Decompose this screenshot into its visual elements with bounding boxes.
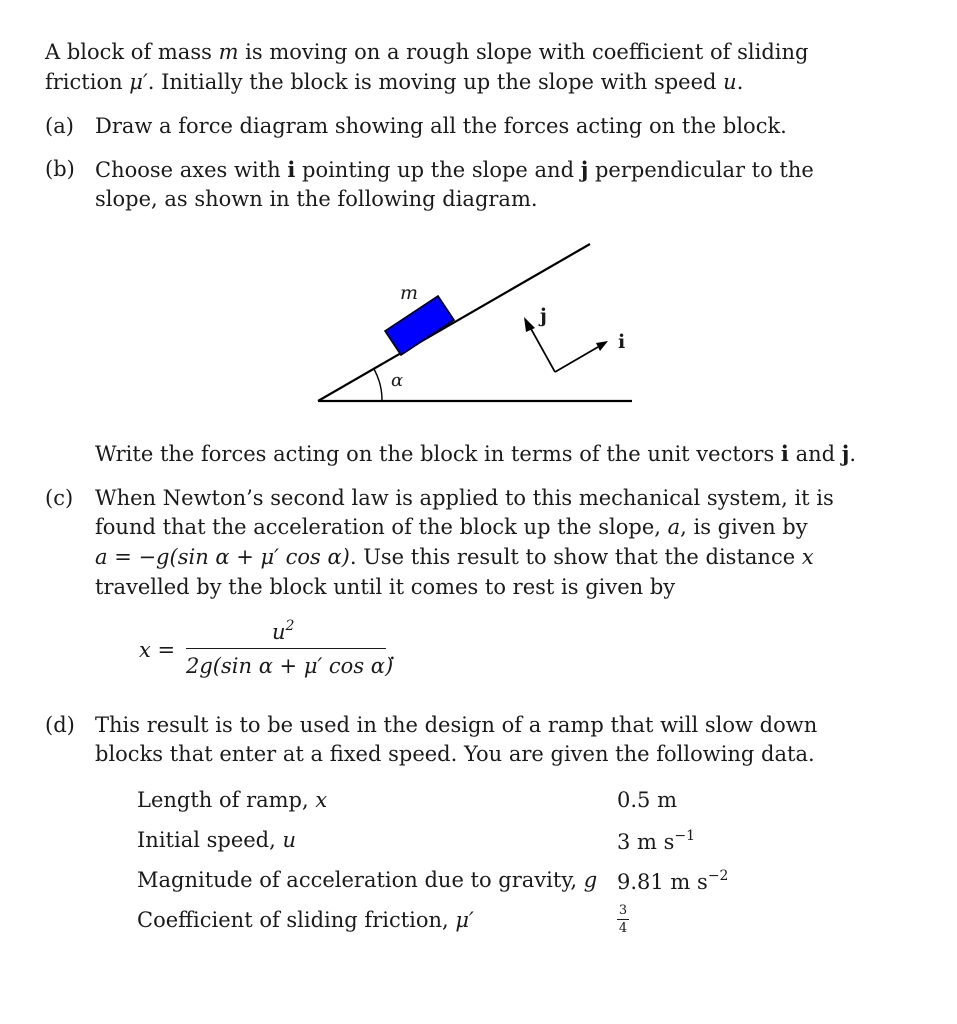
table-row-name: Coefficient of sliding friction, xyxy=(137,908,456,932)
table-row-name: Magnitude of acceleration due to gravity, xyxy=(137,868,584,892)
table-row-value xyxy=(617,828,695,854)
mass-block xyxy=(385,296,454,355)
slope-line xyxy=(318,244,590,401)
table-row-symbol: g xyxy=(583,868,598,892)
part-b-line-2: slope, as shown in the following diagram. xyxy=(95,187,538,211)
part-b-text: Choose axes with xyxy=(95,158,288,182)
table-row xyxy=(137,828,296,852)
diagram-mass-label: m xyxy=(400,282,419,304)
diagram-j-label: j xyxy=(540,305,547,327)
part-b-text: . xyxy=(849,442,857,466)
part-b-label: (b) xyxy=(45,157,75,181)
i-arrow-head-icon xyxy=(596,341,608,351)
table-row xyxy=(137,868,597,892)
distance-symbol: x xyxy=(801,545,814,569)
fraction-numerator: 3 xyxy=(618,903,628,918)
part-a-text: Draw a force diagram showing all the forces acting on the block. xyxy=(95,114,787,138)
table-value-text: 3 m s xyxy=(617,830,675,854)
acceleration-equation: a = −g(sin α + μ′ cos α) xyxy=(95,545,350,569)
table-value-text: 9.81 m s xyxy=(617,870,708,894)
slope-diagram xyxy=(0,0,957,440)
formula-lhs: x = xyxy=(139,638,176,662)
table-row-name: Length of ramp, xyxy=(137,788,316,812)
table-row xyxy=(137,908,474,932)
intro-text: . Initially the block is moving up the slope with speed xyxy=(147,70,724,94)
part-c-line-4: travelled by the block until it comes to rest is given by xyxy=(95,575,676,599)
table-row-value xyxy=(617,868,728,894)
fraction-denominator: 4 xyxy=(618,921,628,936)
part-b-text: pointing up the slope and xyxy=(295,158,581,182)
table-row xyxy=(137,788,327,812)
unit-vector-j: j xyxy=(580,157,589,182)
part-b-text: perpendicular to the xyxy=(588,158,814,182)
speed-symbol: u xyxy=(723,70,737,94)
part-c-text: found that the acceleration of the block up the slope, xyxy=(95,515,668,539)
acceleration-symbol: a xyxy=(667,515,681,539)
part-d-label: (d) xyxy=(45,713,75,737)
intro-text: A block of mass xyxy=(45,40,219,64)
part-a-label: (a) xyxy=(45,114,74,138)
part-c-text: . Use this result to show that the distance xyxy=(349,545,802,569)
friction-value-fraction xyxy=(617,903,629,936)
i-axis-line xyxy=(555,347,598,372)
table-row-value: 0.5 m xyxy=(617,788,677,812)
friction-symbol: μ′ xyxy=(129,70,148,94)
table-row-symbol: μ′ xyxy=(455,908,474,932)
part-c-line-3 xyxy=(95,545,814,569)
formula-num-exp: 2 xyxy=(285,618,295,634)
diagram-angle-label: α xyxy=(391,370,404,391)
fraction-bar xyxy=(617,919,629,920)
unit-vector-i: i xyxy=(287,157,296,182)
part-d-line-1: This result is to be used in the design of a ramp that will slow down xyxy=(95,713,818,737)
table-row-name: Initial speed, xyxy=(137,828,283,852)
diagram-i-label: i xyxy=(618,331,626,353)
angle-arc xyxy=(374,369,382,401)
part-b-after xyxy=(95,441,856,466)
part-b-text: and xyxy=(788,442,842,466)
intro-text: . xyxy=(736,70,744,94)
j-arrow-head-icon xyxy=(524,317,535,332)
table-row-symbol: u xyxy=(282,828,297,852)
formula-num-base: u xyxy=(272,620,286,644)
formula-denominator: 2g(sin α + μ′ cos α) xyxy=(186,654,394,678)
unit-vector-i: i xyxy=(780,441,789,466)
unit-vector-j: j xyxy=(841,441,850,466)
part-c-label: (c) xyxy=(45,486,74,510)
part-c-line-2 xyxy=(95,515,808,539)
intro-text: friction xyxy=(45,70,130,94)
table-value-exponent: −1 xyxy=(674,828,696,844)
formula-end: . xyxy=(389,640,396,664)
part-c-text: , is given by xyxy=(680,515,808,539)
part-d-line-2: blocks that enter at a fixed speed. You are given the following data. xyxy=(95,742,815,766)
part-b-text: Write the forces acting on the block in terms of the unit vectors xyxy=(95,442,781,466)
formula-numerator xyxy=(272,618,294,644)
j-axis-line xyxy=(530,327,555,372)
table-row-symbol: x xyxy=(315,788,328,812)
formula-fraction-bar xyxy=(186,648,386,649)
mass-symbol: m xyxy=(218,40,239,64)
table-value-exponent: −2 xyxy=(707,868,729,884)
part-c-line-1: When Newton’s second law is applied to this mechanical system, it is xyxy=(95,486,834,510)
intro-text: is moving on a rough slope with coefficient of sliding xyxy=(238,40,809,64)
